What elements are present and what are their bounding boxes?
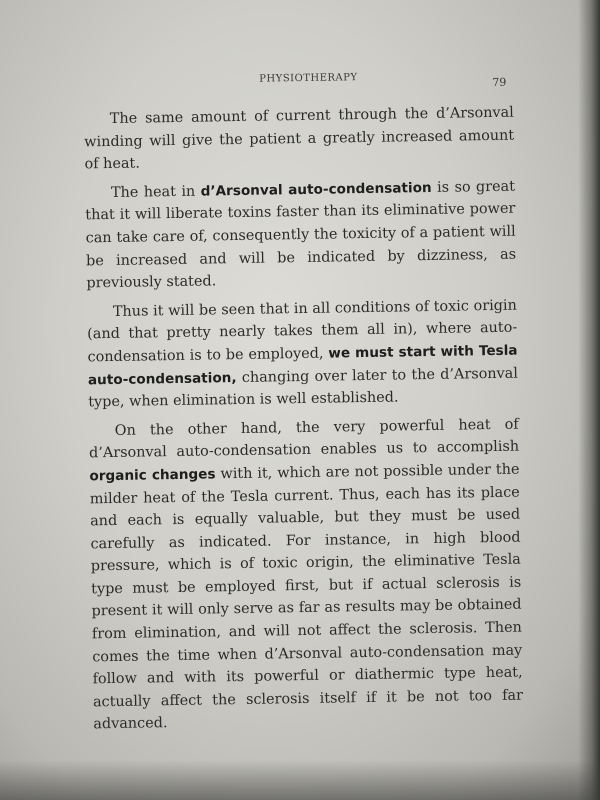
paragraph: [89, 413, 524, 736]
bold-phrase: organic changes: [89, 466, 216, 485]
text-run: is so great that it will liberate toxins faster than its eliminative power can take care of, consequently the toxicity of a patient will be increased and will be indicated by dizziness, as previously stated.: [85, 178, 517, 292]
bold-phrase: d’Arsonval auto-condensation: [200, 179, 432, 200]
text-run: Thus it will be seen that in all conditions of toxic origin (and that pretty nearly takes them all in), where auto-condensation is to be employed,: [87, 297, 518, 366]
bold-phrase: we must start with Tesla auto-condensation,: [87, 342, 518, 388]
text-run: The heat in: [110, 183, 201, 201]
text-run: with it, which are not possible under the milder heat of the Tesla current. Thus, each has its place and each is equally valuable, but they must be used carefully as indicated. For instance, in high blood pressure, which is of toxic origin, the eliminative Tesla type must be employed first, but if actual sclerosis is present it will only serve as far as results may be obtained from elimination, and will not affect the sclerosis. Then comes the time when d’Arsonval auto-condensation may follow and with its powerful or diathermic type heat, actually affect the sclerosis itself if it be not too far advanced.: [89, 461, 524, 733]
running-head: PHYSIOTHERAPY: [259, 72, 358, 85]
text-run: On the other hand, the very powerful heat of d’Arsonval auto-condensation enables us to accomplish: [88, 416, 520, 462]
body-text: [84, 102, 524, 743]
page-shadow-right: [578, 0, 600, 800]
paragraph: [84, 102, 515, 177]
text-run: changing over later to the d’Arsonval type, when elimination is well established.: [88, 365, 519, 411]
paragraph: [85, 175, 517, 295]
page-number: 79: [492, 75, 507, 89]
paragraph: [87, 294, 519, 414]
page-shadow-bottom: [0, 760, 600, 800]
text-run: The same amount of current through the d’Arsonval winding will give the patient a greatly increased amount of heat.: [84, 104, 515, 173]
